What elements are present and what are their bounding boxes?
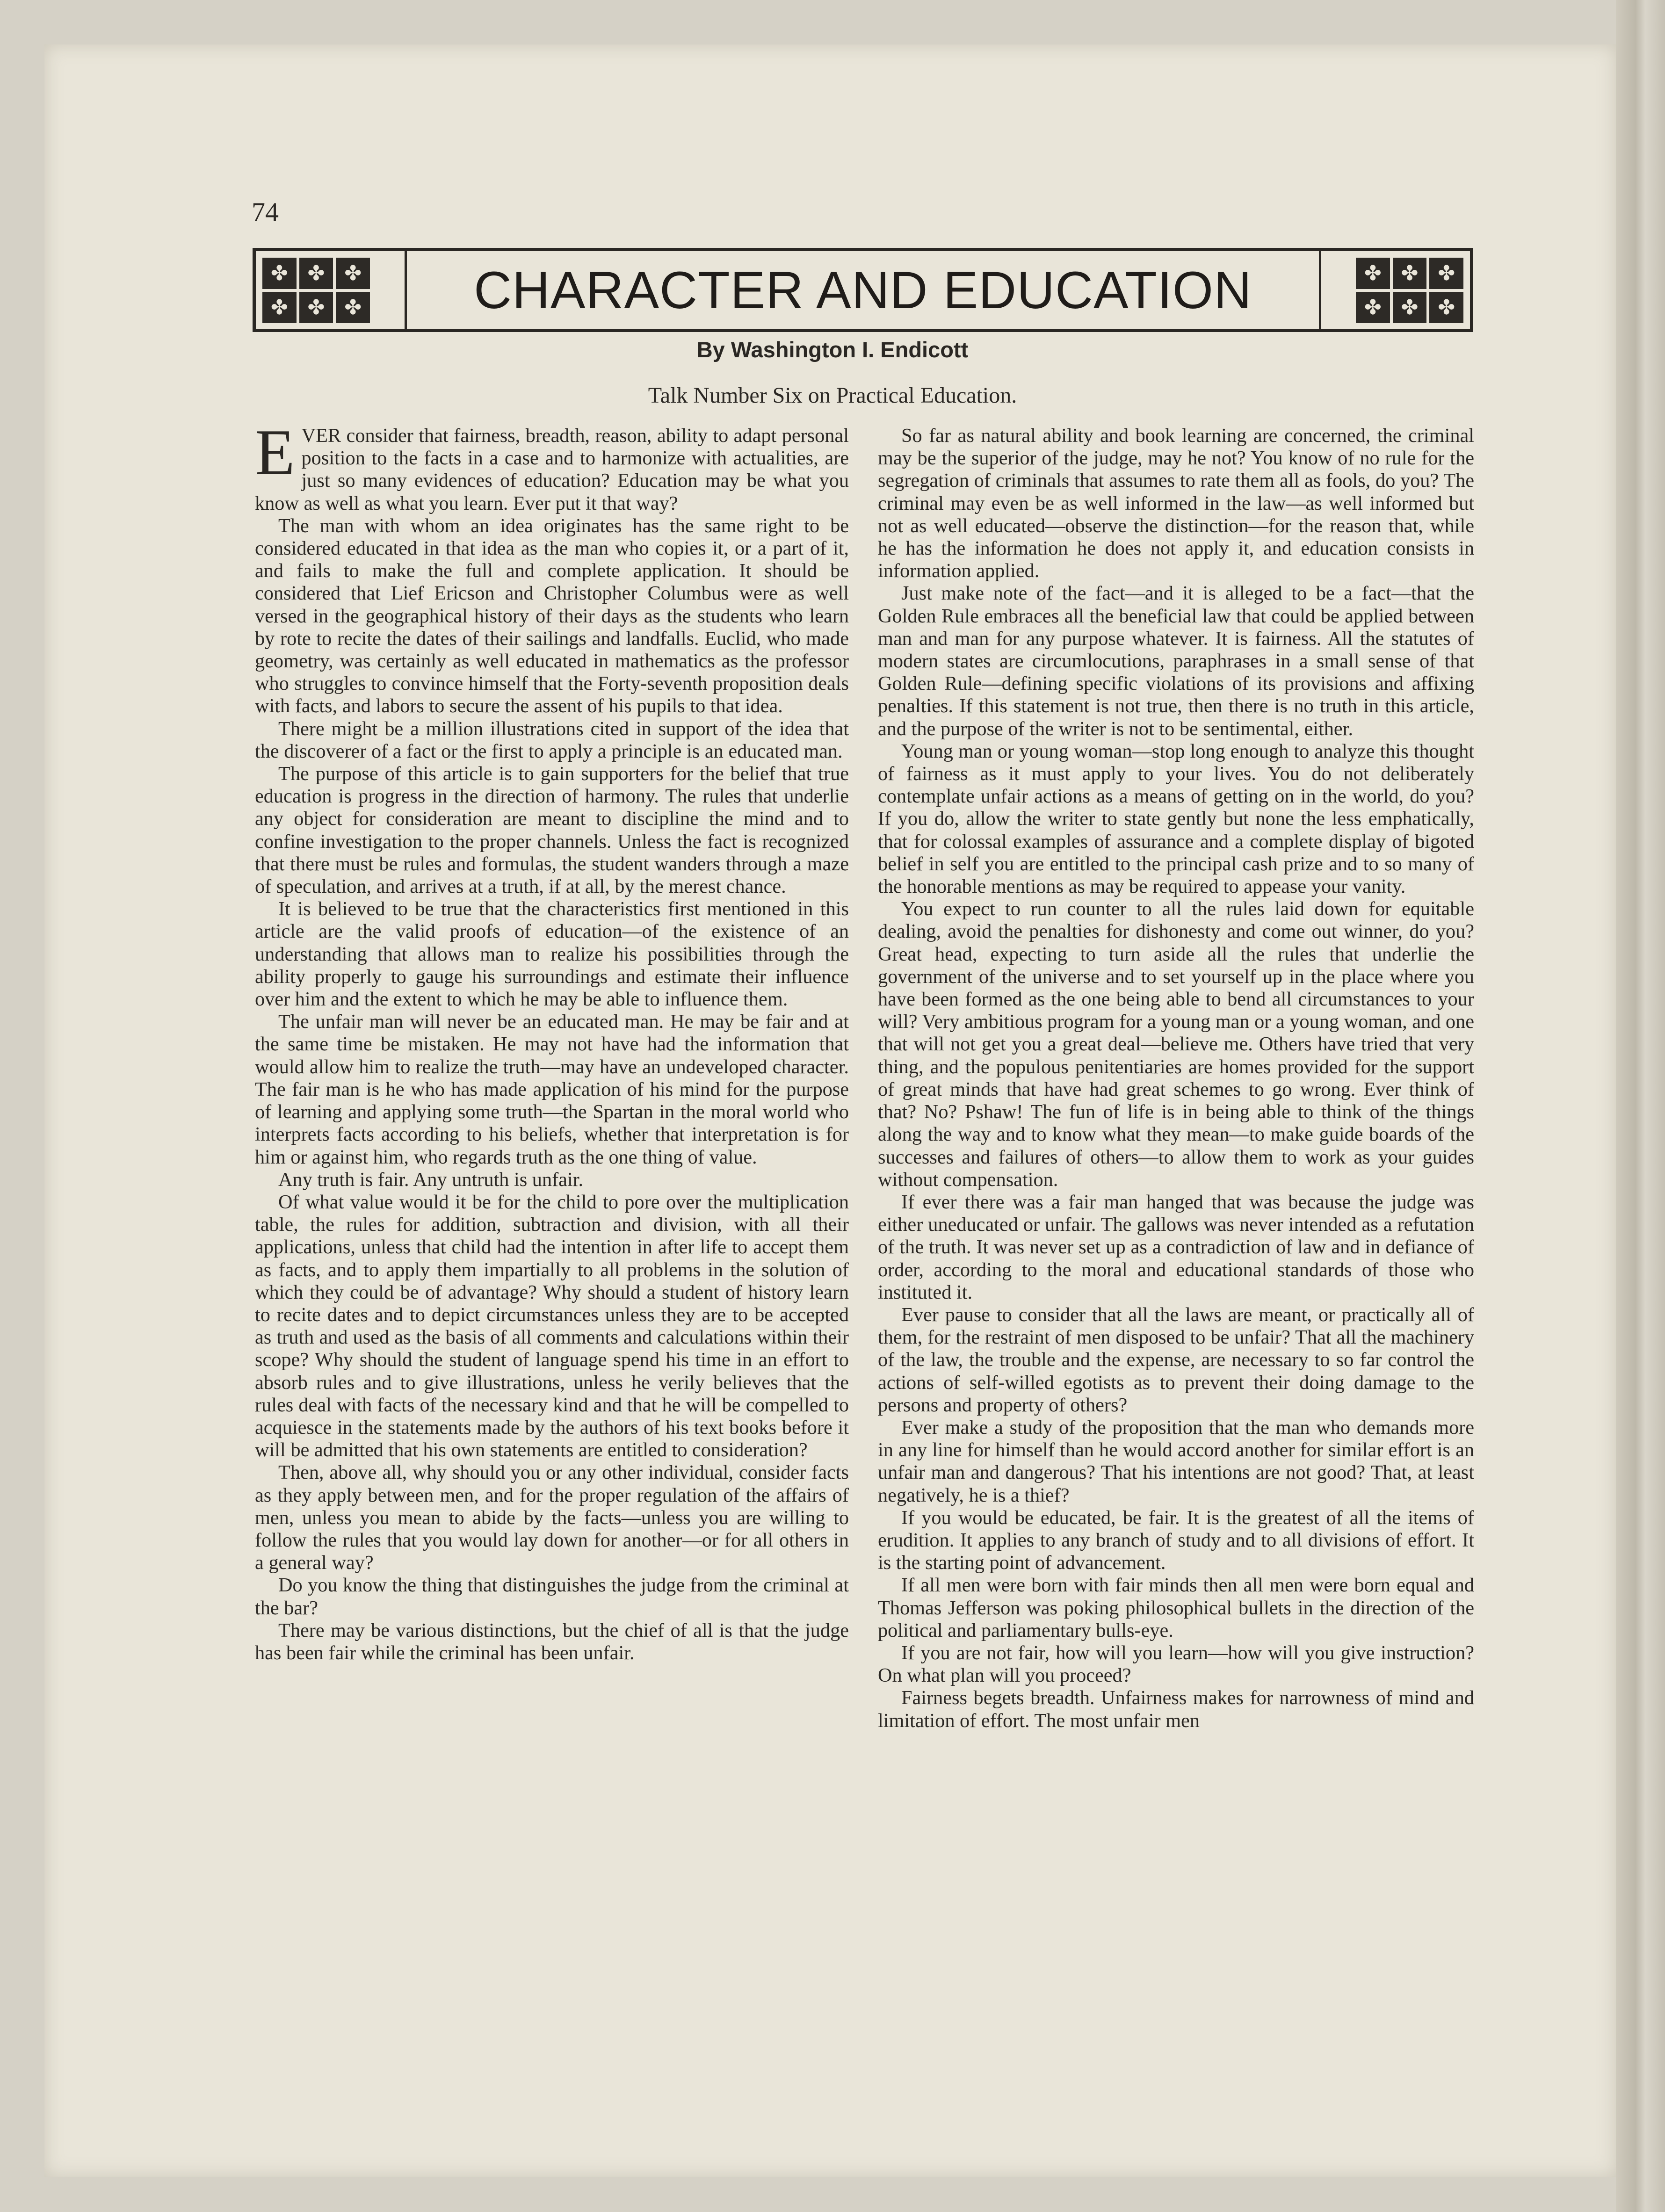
paragraph: It is believed to be true that the characteristics first mentioned in this article are the valid proofs of education—of the existence of an understanding that allows man to realize his possibilities through the ability properly to gauge his surroundings and estimate their influence over him and the extent to which he may be able to influence them. bbox=[255, 898, 849, 1011]
right-column bbox=[878, 425, 1474, 1732]
title-divider-left bbox=[405, 251, 407, 329]
paragraph: The purpose of this article is to gain supporters for the belief that true education is progress in the direction of harmony. The rules that underlie any object for consideration are meant to discipline the mind and to confine investigation to the proper channels. Unless the fact is recognized that there must be rules and formulas, the student wanders through a maze of speculation, and arrives at a truth, if at all, by the merest chance. bbox=[255, 763, 849, 898]
ornament-right bbox=[1356, 258, 1463, 323]
ornament-tile-icon: ✤ bbox=[262, 292, 297, 323]
ornament-tile-icon: ✤ bbox=[1429, 292, 1463, 323]
paragraph: Then, above all, why should you or any other individual, consider facts as they apply between men, and for the proper regulation of the affairs of men, unless you mean to abide by the facts—unless you are willing to follow the rules that you would lay down for another—or for all others in a general way? bbox=[255, 1461, 849, 1574]
paragraph: If you would be educated, be fair. It is the greatest of all the items of erudition. It applies to any branch of study and to all divisions of effort. It is the starting point of advancement. bbox=[878, 1506, 1474, 1574]
paragraph-text: VER consider that fairness, breadth, reason, ability to adapt personal position to the facts in a case and to harmonize with actualities, are just so many evidences of education? Education may be what you know as well as what you learn. Ever put it that way? bbox=[255, 425, 849, 514]
paragraph: Any truth is fair. Any untruth is unfair. bbox=[278, 1168, 584, 1191]
paragraph: Of what value would it be for the child to pore over the multiplication table, the rules for addition, subtraction and division, with all their applications, unless that child had the intention in after life to accept them as facts, and to apply them impartially to all problems in the solution of which they could be of advantage? Why should a student of history learn to recite dates and to depict circumstances unless they are to be accepted as truth and used as the basis of all comments and calculations within their scope? Why should the student of language spend his time in an effort to absorb rules and to give illustrations, unless he verily believes that the rules deal with facts of the necessary kind and that he will be compelled to acquiesce in the statements made by the authors of his text books before it will be admitted that his own statements are entitled to consideration? bbox=[255, 1191, 849, 1461]
paragraph: If ever there was a fair man hanged that was because the judge was either uneducated or unfair. The gallows was never intended as a refutation of the truth. It was never set up as a contradiction of law and in defiance of order, according to the moral and educational standards of those who instituted it. bbox=[878, 1191, 1474, 1303]
paragraph: Ever pause to consider that all the laws are meant, or practically all of them, for the restraint of men disposed to be unfair? That all the machinery of the law, the trouble and the expense, are necessary to so far control the actions of self-willed egotists as to prevent their doing damage to the persons and property of others? bbox=[878, 1303, 1474, 1416]
paragraph: The man with whom an idea originates has the same right to be considered educated in that idea as the man who copies it, or a part of it, and fails to make the full and complete application. It should be considered that Lief Ericson and Christopher Columbus were as well versed in the geographical history of their days as the students who learn by rote to recite the dates of their sailings and landfalls. Euclid, who made geometry, was certainly as well educated in mathematics as the professor who struggles to convince himself that the Forty-seventh proposition deals with facts, and labors to secure the assent of his pupils to that idea. bbox=[255, 514, 849, 717]
ornament-tile-icon: ✤ bbox=[1393, 258, 1427, 289]
ornament-tile-icon: ✤ bbox=[1356, 258, 1390, 289]
ornament-tile-icon: ✤ bbox=[336, 258, 370, 289]
paragraph: Do you know the thing that distinguishes the judge from the criminal at the bar? bbox=[255, 1574, 849, 1619]
drop-cap: E bbox=[255, 416, 295, 489]
paragraph: The unfair man will never be an educated man. He may be fair and at the same time be mistaken. He may not have had the information that would allow him to realize the truth—may have an undeveloped character. The fair man is he who has made application of his mind for the purpose of learning and applying some truth—the Spartan in the moral world who interprets facts according to his beliefs, whether that interpretation is for him or against him, who regards truth as the one thing of value. bbox=[255, 1011, 849, 1168]
ornament-tile-icon: ✤ bbox=[262, 258, 297, 289]
ornament-tile-icon: ✤ bbox=[1356, 292, 1390, 323]
page-number: 74 bbox=[252, 197, 279, 227]
article-title: CHARACTER AND EDUCATION bbox=[474, 260, 1252, 319]
paragraph: Just make note of the fact—and it is alleged to be a fact—that the Golden Rule embraces all the beneficial law that could be applied between man and man for any purpose whatever. It is fairness. All the statutes of modern states are circumlocutions, paraphrases in a small sense of that Golden Rule—defining specific violations of its provisions and affixing penalties. If this statement is not true, then there is no truth in this article, and the purpose of the writer is not to be sentimental, either. bbox=[878, 582, 1474, 740]
paragraph: There may be various distinctions, but the chief of all is that the judge has been fair while the criminal has been unfair. bbox=[255, 1619, 849, 1664]
ornament-tile-icon: ✤ bbox=[336, 292, 370, 323]
left-column bbox=[255, 416, 849, 1664]
ornament-tile-icon: ✤ bbox=[1429, 258, 1463, 289]
paragraph bbox=[255, 416, 849, 515]
ornament-tile-icon: ✤ bbox=[299, 292, 333, 323]
paragraph: If you are not fair, how will you learn—how will you give instruction? On what plan will you proceed? bbox=[878, 1641, 1474, 1687]
paragraph: Young man or young woman—stop long enough to analyze this thought of fairness as it must apply to your lives. You do not deliberately contemplate unfair actions as a means of getting on in the world, do you? If you do, allow the writer to state gently but none the less emphatically, that for colossal examples of assurance and a complete display of bigoted belief in self you are entitled to the principal cash prize and to so many of the honorable mentions as may be required to appease your vanity. bbox=[878, 740, 1474, 898]
adjacent-page-edge bbox=[1616, 0, 1665, 2212]
paragraph: If all men were born with fair minds then all men were born equal and Thomas Jefferson was poking philosophical bullets in the direction of the political and parliamentary bulls-eye. bbox=[878, 1574, 1474, 1641]
byline: By Washington I. Endicott bbox=[696, 337, 969, 362]
paragraph: You expect to run counter to all the rules laid down for equitable dealing, avoid the penalties for dishonesty and come out winner, do you? Great head, expecting to turn aside all the rules that underlie the government of the universe and to set yourself up in the place where you have been formed as the one being able to bend all circumstances to your will? Very ambitious program for a young man or a young woman, and one that will not get you a great deal—believe me. Others have tried that very thing, and the populous penitentiaries are homes provided for the support of great minds that have had great schemes to go wrong. Ever think of that? No? Pshaw! The fun of life is in being able to think of the things along the way and to know what they mean—to make guide boards of the successes and failures of others—to allow them to work as your guides without compensation. bbox=[878, 898, 1474, 1191]
paragraph: Fairness begets breadth. Unfairness makes for narrowness of mind and limitation of effort. The most unfair men bbox=[878, 1687, 1474, 1732]
ornament-left bbox=[262, 258, 370, 323]
paragraph: There might be a million illustrations cited in support of the idea that the discoverer of a fact or the first to apply a principle is an educated man. bbox=[255, 717, 849, 762]
ornament-tile-icon: ✤ bbox=[1393, 292, 1427, 323]
ornament-tile-icon: ✤ bbox=[299, 258, 333, 289]
title-banner bbox=[253, 248, 1473, 332]
subtitle: Talk Number Six on Practical Education. bbox=[648, 383, 1017, 408]
title-divider-right bbox=[1319, 251, 1321, 329]
paragraph: So far as natural ability and book learning are concerned, the criminal may be the superior of the judge, may he not? You know of no rule for the segregation of criminals that assumes to rate them all as fools, do you? The criminal may even be as well informed in the law—as well informed but not as well educated—observe the distinction—for the reason that, while he has the information he does not apply it, and education consists in information applied. bbox=[878, 425, 1474, 582]
paragraph: Ever make a study of the proposition that the man who demands more in any line for himself than he would accord another for similar effort is an unfair man and dangerous? That his intentions are not good? That, at least negatively, he is a thief? bbox=[878, 1416, 1474, 1506]
